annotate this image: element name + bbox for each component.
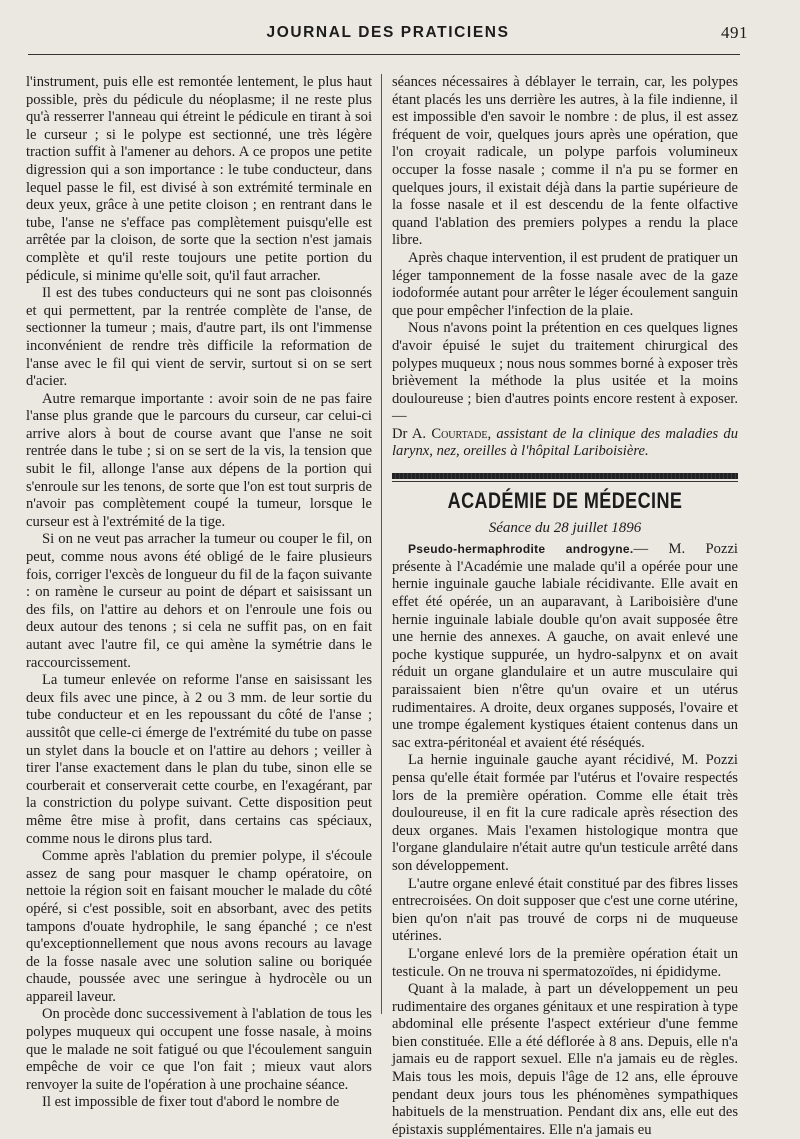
paragraph: L'organe enlevé lors de la première opération était un testicule. On ne trouva ni spermatozoïdes, ni épididyme. [392, 945, 738, 980]
paragraph: Nous n'avons point la prétention en ces quelques lignes d'avoir épuisé le sujet du traitement chirurgical des polypes muqueux ; nous nous sommes borné à exposer très brièvement la méthode la plus usitée et la moins douloureuse ; bien d'autres points encore restent à exposer. — [392, 320, 738, 425]
author-prefix: Dr A. [392, 425, 427, 442]
article-rubric: Pseudo-hermaphrodite androgyne. [408, 542, 634, 557]
paragraph: Après chaque intervention, il est prudent de pratiquer un léger tamponnement de la fosse nasale avec de la gaze iodoformée autant pour arrêter le léger écoulement sanguin que pour empêcher l'infection de la plaie. [392, 249, 738, 319]
paragraph: Quant à la malade, à part un développement un peu rudimentaire des organes génitaux et une respiration à type abdominal elle présente l'aspect extérieur d'une femme bien constituée. Elle a été déflorée à 8 ans. Depuis, elle n'a jamais eu de rapport sexuel. Elle n'a jamais eu de règles. Mais tous les mois, depuis l'âge de 12 ans, elle éprouve pendant deux jours tous les phénomènes sympathiques habituels de la menstruation. Pendant dix ans, elle eut des épistaxis supplémentaires. Elle n'a jamais eu [392, 981, 738, 1138]
paragraph: La hernie inguinale gauche ayant récidivé, M. Pozzi pensa qu'elle était formée par l'utérus et l'ovaire respectés lors de la première opération. Comme elle était très douloureuse, il en fit la cure radicale après résection des deux organes. Mais l'examen histologique montra que l'organe glandulaire n'était autre qu'un testicule arrêté dans son développement. [392, 752, 738, 874]
paragraph: Il est impossible de fixer tout d'abord le nombre de [42, 1094, 340, 1111]
paragraph [392, 541, 738, 752]
paragraph: séances nécessaires à déblayer le terrain, car, les polypes étant placés les uns derrière les autres, à la file indienne, il est impossible d'en savoir le nombre : de plus, il est assez fréquent de voir, quelques jours après une opération, que l'on croyait radicale, un polype parfois volumineux occuper la fosse nasale ; comme il n'a pu se former en quelques jours, il existait déjà dans la partie supérieure de la fosse nasale et il est descendu de la fente olfactive quand l'ablation des premiers polypes a rendu la place libre. [392, 74, 738, 249]
paragraph: Comme après l'ablation du premier polype, il s'écoule assez de sang pour masquer le champ opératoire, on nettoie la région soit en faisant moucher le malade du côté opéré, si c'est possible, soit en absorbant, avec des petits tampons d'ouate hydrophile, le sang épanché ; ce n'est qu'exceptionnellement que nous avons recours au lavage de la fosse nasale avec une solution saline ou boriquée chaude, poussée avec une seringue à hydrocèle ou un appareil laveur. [26, 848, 372, 1005]
section-rule-thick [392, 473, 738, 479]
session-date: Séance du 28 juillet 1896 [488, 519, 642, 536]
page-number: 491 [721, 23, 748, 42]
author-affiliation: , assistant de la clinique des maladies du larynx, nez, oreilles à l'hôpital Lariboisière. [392, 425, 738, 460]
paragraph: Si on ne veut pas arracher la tumeur ou couper le fil, on peut, comme nous avons été obligé de le faire plusieurs fois, corriger l'excès de longueur du fil de la façon suivante : on ramène le curseur au point de départ et saisissant un des fils, on l'attire au dehors et on l'enroule une fois ou deux autour des tenons ; si cela ne suffit pas, on en fait autant avec l'autre fil, ce qui amène la symétrie dans le raccourcissement. [26, 531, 372, 671]
paragraph: L'autre organe enlevé était constitué par des fibres lisses entrecroisées. On doit supposer que c'est une corne utérine, bien qu'on n'ait pas trouvé de corps ni de muqueuse utérines. [392, 875, 738, 945]
page-header [28, 24, 748, 50]
paragraph: La tumeur enlevée on reforme l'anse en saisissant les deux fils avec une pince, à 2 ou 3 mm. de leur sortie du tube conducteur et en les repoussant du côté de l'anse ; aussitôt que celle-ci émerge de l'extrémité du tube on passe un stylet dans la boucle et on l'attire au dehors ; veiller à tirer l'anse exactement dans le plan du tube, sinon elle se courberait et conserverait cette courbe, en l'exagérant, par la constriction du polype suivant. Cette disposition peut même être mise à profit, dans certains cas spéciaux, comme nous le dirons plus tard. [26, 672, 372, 847]
paragraph-text: — M. Pozzi présente à l'Académie une malade qu'il a opérée pour une hernie inguinale gauche labiale récidivante. Elle avait en effet été opérée, un an auparavant, à Lariboisière d'une hernie inguinale labiale double qu'on avait supposée être une hernie des annexes. A gauche, on avait enlevé une poche kystique suppurée, un hydro-salpynx et on avait réduit un organe glandulaire et un autre musculaire qui paraissaient bien n'être qu'un ovaire et un utérus rudimentaires. A droite, deux organes supposés, l'ovaire et une trompe également kystiques étaient contenus dans un sac extra-péritonéal et avaient été réséqués. [392, 541, 738, 751]
paragraph: l'instrument, puis elle est remontée lentement, le plus haut possible, près du pédicule du néoplasme; il ne reste plus qu'à resserrer l'anneau qui étreint le pédicule en tirant à soi le curseur ; si le polype est sectionné, une très légère traction suffit à l'amener au dehors. A ce propos une petite digression qui a son importance : le tube conducteur, dans lequel passe le fil, est divisé à son extrémité terminale en deux yeux, grâce à une petite cloison ; en rentrant dans le tube, l'anse ne s'efface pas complètement puisqu'elle est arrêtée par la cloison, de sorte que la section n'est jamais complète et qu'il reste toujours une petite portion du pédicule, si minime qu'elle soit, qu'il faut arracher. [26, 74, 372, 284]
left-column [26, 74, 372, 1112]
section-title: ACADÉMIE DE MÉDECINE [447, 488, 683, 514]
paragraph: Autre remarque importante : avoir soin de ne pas faire l'anse plus grande que le parcours du curseur, car celui-ci arrive alors à bout de course avant que l'anse ne soit rentrée dans le tube ; si on se sert de la vis, la tension que subit le fil, allonge l'anse aux dépens de la portion qui s'enroule sur les tenons, de sorte que l'on est tout surpris de n'avoir pas complètement coupé la tumeur, lorsque le curseur est à l'extrémité de la tige. [26, 390, 372, 530]
column-divider [381, 74, 382, 1014]
right-column [392, 74, 738, 1139]
author-signature [392, 426, 738, 461]
author-name: Courtade [431, 425, 488, 442]
journal-title: JOURNAL DES PRATICIENS [266, 24, 510, 41]
paragraph: Il est des tubes conducteurs qui ne sont pas cloisonnés et qui permettent, par la rentrée complète de l'anse, de sectionner la tumeur ; mais, d'autre part, ils ont l'immense inconvénient de rendre très difficile la reformation de l'anse avec le fil qui vient de servir, surtout si on se sert d'acier. [26, 285, 372, 390]
paragraph: On procède donc successivement à l'ablation de tous les polypes muqueux qui occupent une fosse nasale, à moins que le malade ne soit fatigué ou que l'écoulement sanguin empêche de voir ce que l'on fait ; mieux vaut alors renvoyer la suite de l'opération à une prochaine séance. [26, 1006, 372, 1093]
section-rule-thin [392, 481, 738, 482]
header-rule [28, 54, 740, 55]
